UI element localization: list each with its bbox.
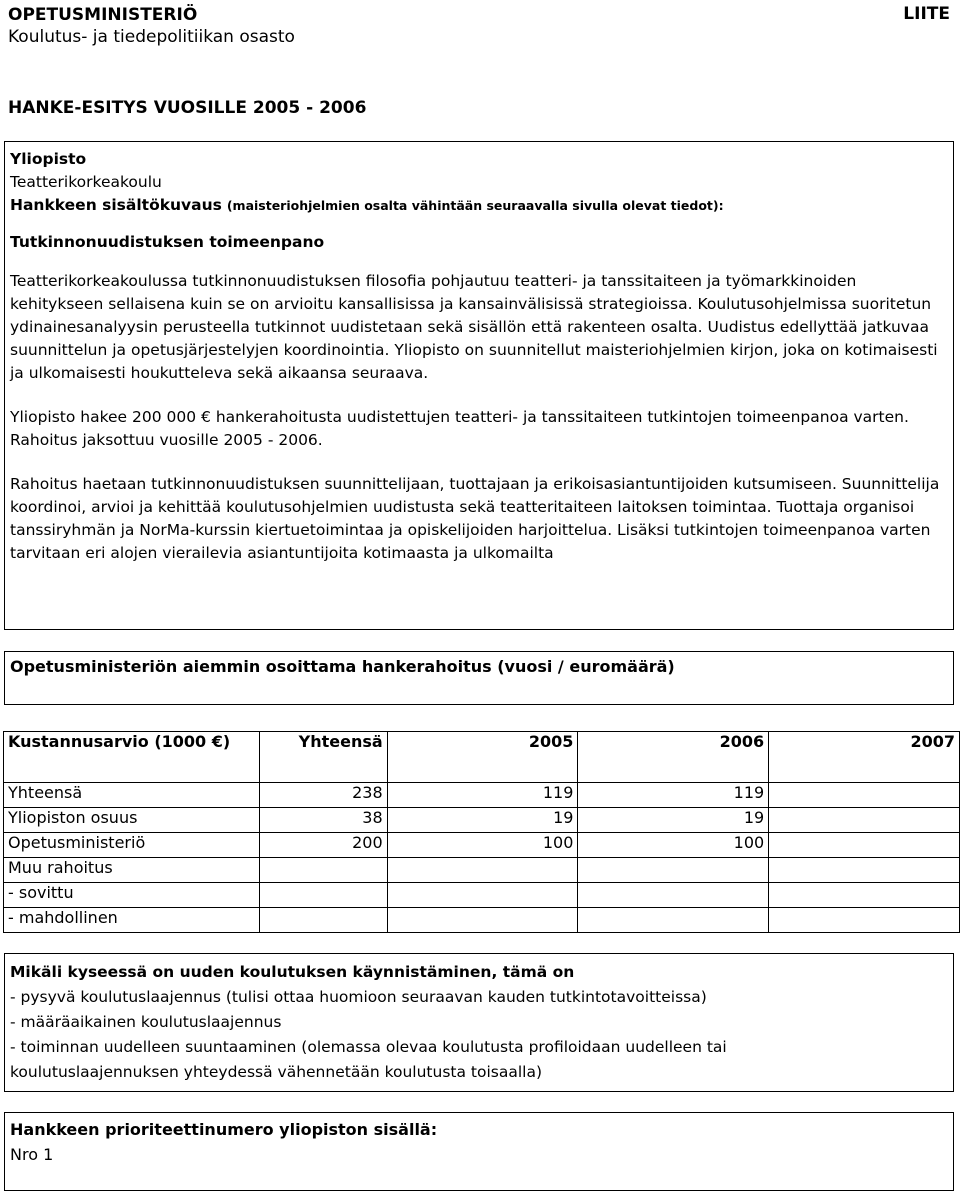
cell-2006 [578, 908, 769, 933]
section-title: Tutkinnonuudistuksen toimeenpano [10, 233, 325, 251]
cost-estimate-table [3, 731, 960, 933]
cell-2006 [578, 883, 769, 908]
cell-2007 [769, 883, 960, 908]
cell-total [259, 858, 387, 883]
paragraph-funding-use: Rahoitus haetaan tutkinnonuudistuksen suunnittelijaan, tuottajaan ja erikoisasiantuntijoiden kutsumiseen. Suunnittelija koordinoi, arvioi ja kehittää koulutusohjelmien uudistusta sekä teatteritaiteen laitoksen toimintaa. Tuottaja organisoi tanssiryhmän ja NorMa-kurssin kiertuetoimintaa ja opiskelijoiden harjoittelua. Lisäksi tutkintojen toimeenpanoa varten tarvitaan eri alojen vierailevia asiantuntijoita kotimaasta ja ulkomailta [10, 475, 940, 562]
cell-total: 200 [259, 833, 387, 858]
cell-2005 [387, 883, 578, 908]
priority-label: Hankkeen prioriteettinumero yliopiston sisällä: [10, 1120, 438, 1139]
header-2006: 2006 [578, 732, 769, 783]
table-row [4, 883, 960, 908]
new-education-label: Mikäli kyseessä on uuden koulutuksen käynnistäminen, tämä on [10, 963, 575, 981]
cell-2006: 100 [578, 833, 769, 858]
header-cost-estimate: Kustannusarvio (1000 €) [4, 732, 260, 783]
cell-total [259, 883, 387, 908]
cell-label: Opetusministeriö [4, 833, 260, 858]
cell-2005: 119 [387, 783, 578, 808]
list-item: - toiminnan uudelleen suuntaaminen (olemassa olevaa koulutusta profiloidaan uudelleen tai koulutuslaajennuksen yhteydessä vähennetään koulutusta toisaalla) [10, 1038, 727, 1081]
cell-label: - sovittu [4, 883, 260, 908]
cell-2007 [769, 908, 960, 933]
cell-label: Yhteensä [4, 783, 260, 808]
table-row [4, 908, 960, 933]
table-row [4, 808, 960, 833]
paragraph-funding-request: Yliopisto hakee 200 000 € hankerahoitusta uudistettujen teatteri- ja tanssitaiteen tutkintojen toimeenpanoa varten. Rahoitus jaksottuu vuosille 2005 - 2006. [10, 408, 909, 449]
priority-box [4, 1112, 954, 1191]
cell-label: Muu rahoitus [4, 858, 260, 883]
ministry-name: OPETUSMINISTERIÖ [8, 5, 198, 25]
attachment-label: LIITE [903, 4, 950, 24]
cell-2006 [578, 858, 769, 883]
cell-total: 38 [259, 808, 387, 833]
cell-2006: 119 [578, 783, 769, 808]
university-label: Yliopisto [10, 150, 87, 168]
document-header [8, 4, 295, 48]
previous-funding-box [4, 651, 954, 705]
cell-total: 238 [259, 783, 387, 808]
document-title: HANKE-ESITYS VUOSILLE 2005 - 2006 [8, 98, 367, 118]
content-label: Hankkeen sisältökuvaus [10, 196, 222, 214]
paragraph-reform-philosophy: Teatterikorkeakoulussa tutkinnonuudistuksen filosofia pohjautuu teatteri- ja tanssitaiteen ja työmarkkinoiden kehitykseen sellaisena kuin se on arvioitu kansallisissa ja kansainvälisissä strategioissa. Koulutusohjelmissa suoritetun ydinainesanalyysin perusteella tutkinnot uudistetaan sekä sisällön että rakenteen osalta. Uudistus edellyttää jatkuvaa suunnittelun ja opetusjärjestelyjen koordinointia. Yliopisto on suunnitellut maisteriohjelmien kirjon, joka on kotimaisesti ja ulkomaisesti houkutteleva sekä aikaansa seuraava. [10, 272, 938, 382]
header-2005: 2005 [387, 732, 578, 783]
previous-funding-label: Opetusministeriön aiemmin osoittama hankerahoitus (vuosi / euromäärä) [10, 657, 675, 676]
header-total: Yhteensä [259, 732, 387, 783]
list-item: - pysyvä koulutuslaajennus (tulisi ottaa huomioon seuraavan kauden tutkintotavoitteissa) [10, 988, 707, 1006]
cell-2005 [387, 908, 578, 933]
list-item: - määräaikainen koulutuslaajennus [10, 1013, 282, 1031]
content-note: (maisteriohjelmien osalta vähintään seuraavalla sivulla olevat tiedot): [226, 198, 724, 213]
project-description-box [4, 141, 954, 630]
new-education-box [4, 953, 954, 1092]
content-description-line [10, 194, 945, 217]
cell-2006: 19 [578, 808, 769, 833]
table-row [4, 783, 960, 808]
header-2007: 2007 [769, 732, 960, 783]
cell-2005: 19 [387, 808, 578, 833]
priority-value: Nro 1 [10, 1145, 54, 1164]
table-row [4, 833, 960, 858]
cell-2007 [769, 783, 960, 808]
cell-2007 [769, 808, 960, 833]
cell-2007 [769, 833, 960, 858]
university-name: Teatterikorkeakoulu [10, 173, 162, 191]
cell-2005: 100 [387, 833, 578, 858]
cell-2005 [387, 858, 578, 883]
table-header-row [4, 732, 960, 783]
table-row [4, 858, 960, 883]
cell-2007 [769, 858, 960, 883]
cell-label: - mahdollinen [4, 908, 260, 933]
cell-total [259, 908, 387, 933]
cell-label: Yliopiston osuus [4, 808, 260, 833]
department-name: Koulutus- ja tiedepolitiikan osasto [8, 27, 295, 47]
